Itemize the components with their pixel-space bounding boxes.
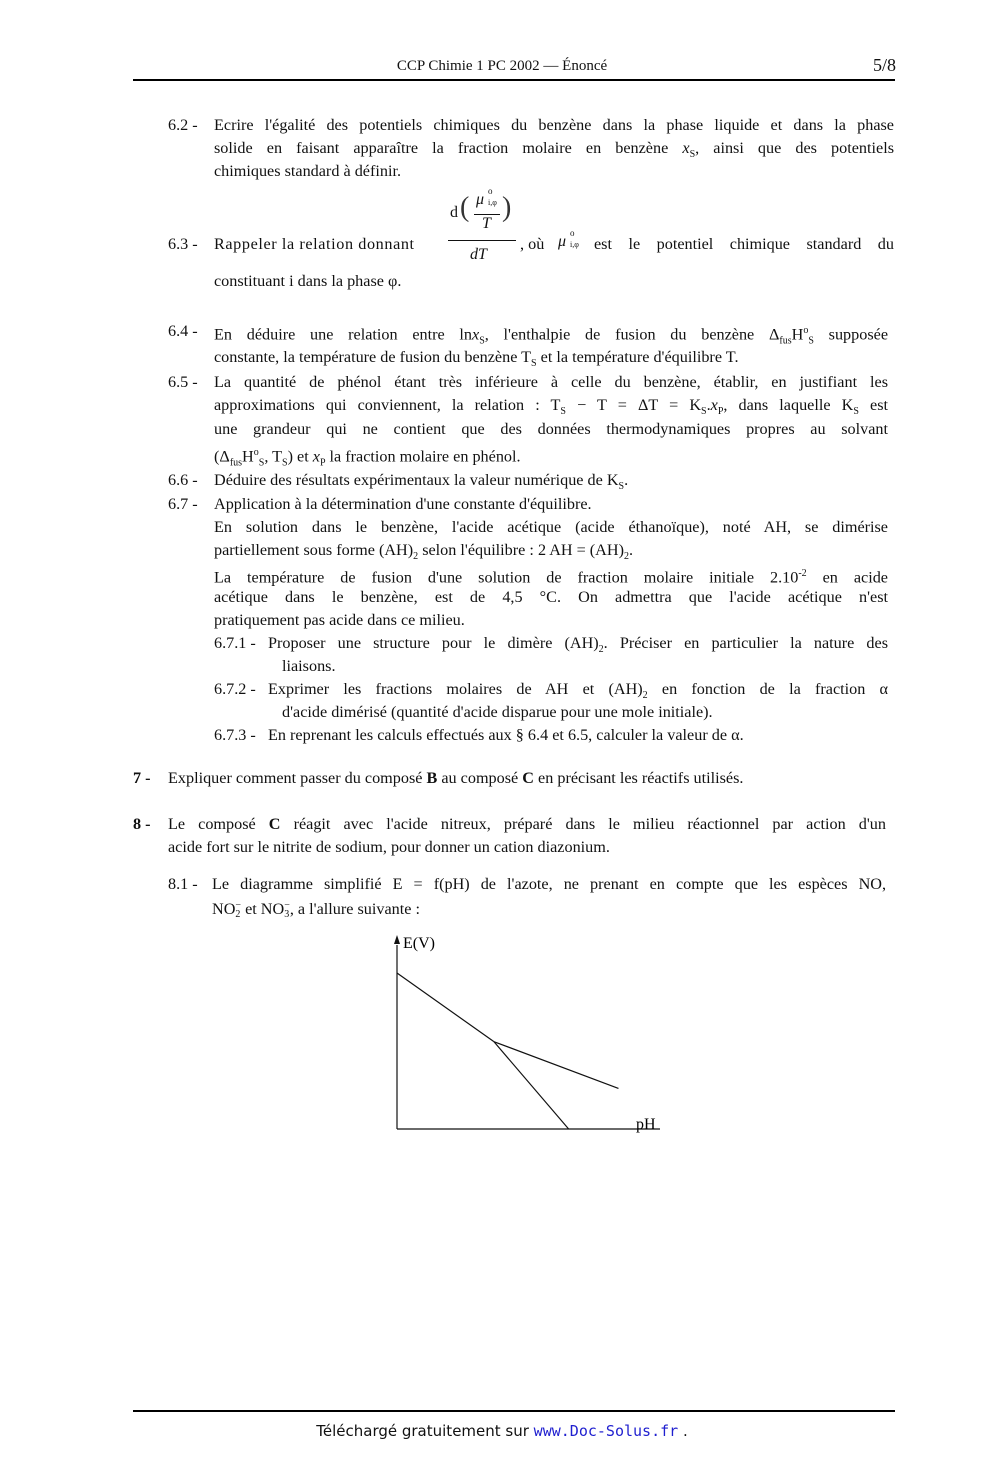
q65-line3: une grandeur qui ne contient que des données thermodynamiques propres au solvant xyxy=(214,420,888,438)
q67-number: 6.7 - xyxy=(168,495,198,513)
potential-ph-diagram xyxy=(370,925,670,1140)
q67-line2: En solution dans le benzène, l'acide acétique (acide éthanoïque), noté AH, se dimérise xyxy=(214,518,888,536)
derivative-fraction: d ( μ o i,φ T ) dT xyxy=(446,186,518,274)
q62-number: 6.2 - xyxy=(168,116,198,134)
q8-number: 8 - xyxy=(133,815,151,833)
q67-line1: Application à la détermination d'une constante d'équilibre. xyxy=(214,495,592,513)
q671-number: 6.7.1 - xyxy=(214,634,256,652)
y-axis-label: E(V) xyxy=(403,935,435,952)
q67-line4: La température de fusion d'une solution de fraction molaire initiale $2.10^{-2}$ en acide xyxy=(214,568,888,587)
q63-line1c: est le potentiel chimique standard du xyxy=(594,235,894,253)
q63-line1a: Rappeler la relation donnant xyxy=(214,235,415,253)
y-axis-arrow xyxy=(394,935,400,944)
q7-number: 7 - xyxy=(133,769,151,787)
header-rule xyxy=(133,79,895,81)
q8-line1: Le composé C réagit avec l'acide nitreux, préparé dans le milieu réactionnel par action d'un xyxy=(168,815,886,833)
q64-number: 6.4 - xyxy=(168,322,198,340)
header-title: CCP Chimie 1 PC 2002 — Énoncé xyxy=(396,58,608,74)
q62-line2: solide en faisant apparaître la fraction molaire en benzène $x_S$, ainsi que des potentiels xyxy=(214,139,894,161)
q67-line3: partiellement sous forme $(AH)_2$ selon l'équilibre : 2 AH = $(AH)_2$. xyxy=(214,541,634,563)
q67-line6: pratiquement pas acide dans ce milieu. xyxy=(214,611,465,629)
q64-line1: En déduire une relation entre lnx$_S$, l'enthalpie de fusion du benzène $\Delta_{fus}H^o_S$ supposée xyxy=(214,325,888,347)
q62-line3: chimiques standard à définir. xyxy=(214,162,402,180)
q81-number: 8.1 - xyxy=(168,875,198,893)
mu-standard-symbol: μ o i,φ xyxy=(558,228,579,250)
q672-number: 6.7.2 - xyxy=(214,680,256,698)
q63-line1b: , où xyxy=(520,235,545,253)
q673-number: 6.7.3 - xyxy=(214,726,256,744)
q62-line1: Ecrire l'égalité des potentiels chimiques du benzène dans la phase liquide et dans la phase xyxy=(214,116,894,134)
q672-line2: d'acide dimérisé (quantité d'acide disparue pour une mole initiale). xyxy=(282,703,713,721)
q66-number: 6.6 - xyxy=(168,471,198,489)
q672-line1: Exprimer les fractions molaires de AH et $(AH)_2$ en fonction de la fraction α xyxy=(268,680,889,702)
q8-line2: acide fort sur le nitrite de sodium, pour donner un cation diazonium. xyxy=(168,838,610,856)
q81-line2: NO − 2 et NO − 3 , a l'allure suivante : xyxy=(212,900,420,921)
q671-line1: Proposer une structure pour le dimère $(AH)_2$. Préciser en particulier la nature des xyxy=(268,634,888,656)
series-line-1 xyxy=(397,973,494,1042)
footer: Téléchargé gratuitement sur www.Doc-Solus.fr . xyxy=(316,1422,688,1440)
q66-line1: Déduire des résultats expérimentaux la valeur numérique de $K_S$. xyxy=(214,471,629,493)
q64-line2: constante, la température de fusion du benzène $T_S$ et la température d'équilibre T. xyxy=(214,348,739,370)
series-line-3 xyxy=(494,1042,569,1129)
footer-rule xyxy=(133,1410,895,1412)
q65-number: 6.5 - xyxy=(168,373,198,391)
page-number: 5/8 xyxy=(872,55,896,75)
q673-line1: En reprenant les calculs effectués aux § 6.4 et 6.5, calculer la valeur de α. xyxy=(268,726,744,744)
q7-line1: Expliquer comment passer du composé B au composé C en précisant les réactifs utilisés. xyxy=(168,769,744,787)
series-line-2 xyxy=(494,1042,619,1089)
q81-line1: Le diagramme simplifié E = f(pH) de l'azote, ne prenant en compte que les espèces NO, xyxy=(212,875,886,893)
q65-line1: La quantité de phénol étant très inférieure à celle du benzène, établir, en justifiant les xyxy=(214,373,888,391)
q671-line2: liaisons. xyxy=(282,657,336,675)
q63-line2: constituant i dans la phase φ. xyxy=(214,272,402,290)
q65-line4: ($\Delta_{fus}H^o_S$, $T_S$) et $x_P$ la fraction molaire en phénol. xyxy=(214,447,521,469)
q65-line2: approximations qui conviennent, la relation : $T_S - T = \Delta T = K_S.x_P$, dans laquelle $K_S$ est xyxy=(214,396,888,418)
q67-line5: acétique dans le benzène, est de 4,5 °C. On admettra que l'acide acétique n'est xyxy=(214,588,888,606)
footer-link[interactable]: www.Doc-Solus.fr xyxy=(533,1422,679,1440)
x-axis-label: pH xyxy=(636,1116,656,1133)
q63-number: 6.3 - xyxy=(168,235,198,253)
